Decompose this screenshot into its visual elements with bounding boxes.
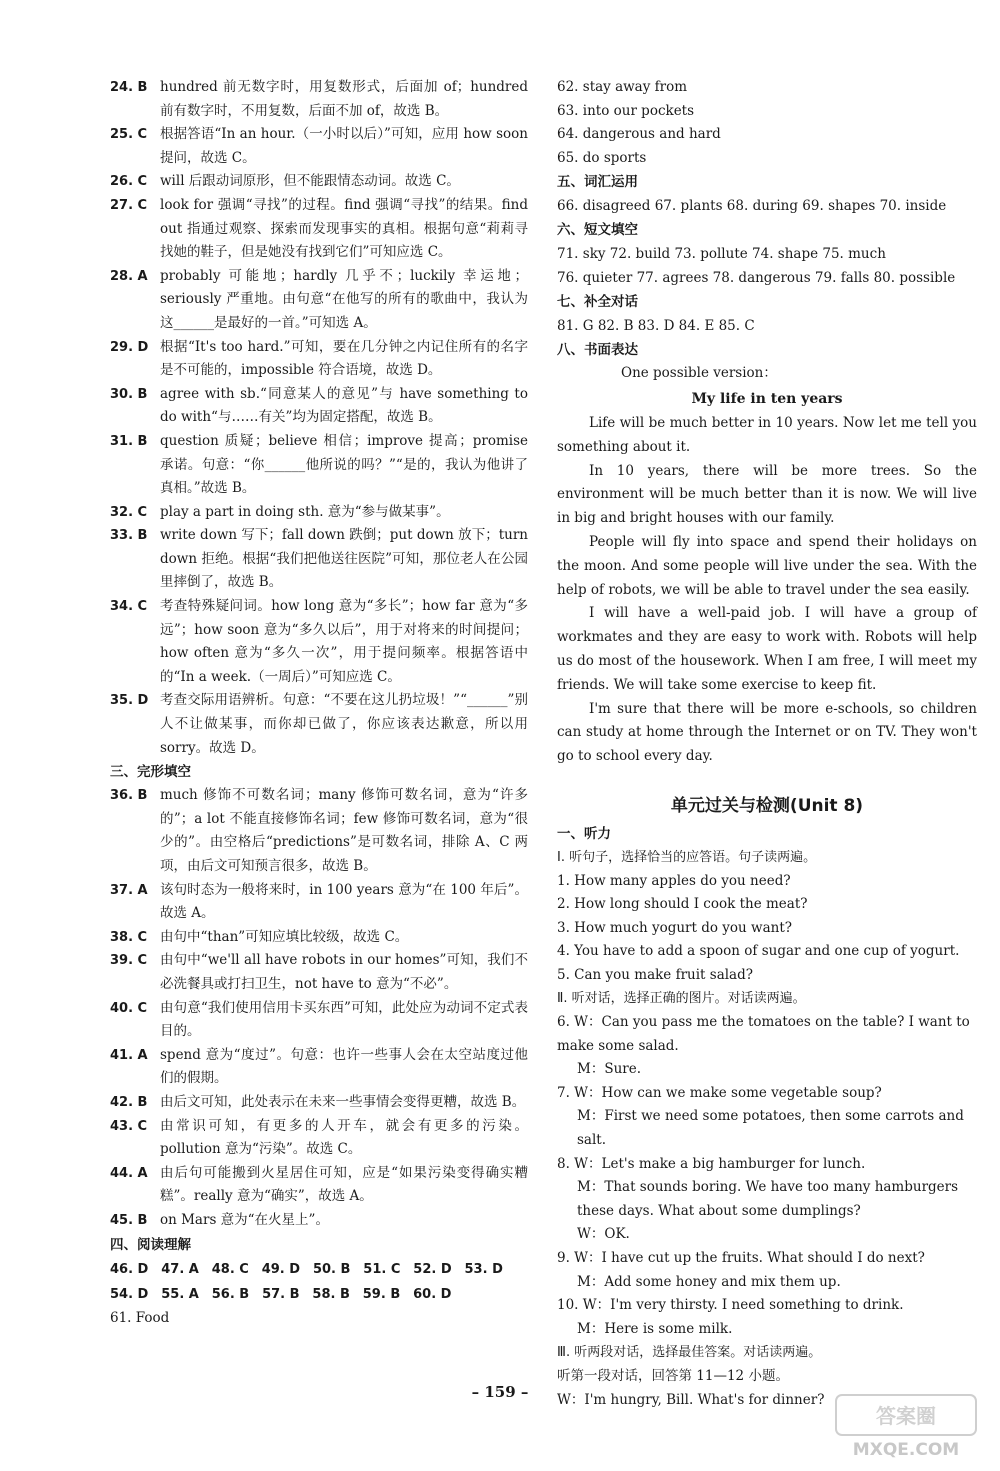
answer-line: 66. disagreed 67. plants 68. during 69. shapes 70. inside xyxy=(557,198,947,215)
section-title: 五、词汇运用 xyxy=(557,174,638,191)
answer-entry xyxy=(110,170,528,194)
dialogue-line: M：That sounds boring. We have too many hamburgers these days. What about some dumplings? xyxy=(577,1179,959,1219)
page-number: – 159 – xyxy=(471,1383,529,1401)
answer-explanation: spend 意为“度过”。句意：也许一些事人会在太空站度过他们的假期。 xyxy=(160,1046,528,1087)
answer-explanation: 考查交际用语辨析。句意：“不要在这儿扔垃圾！”“______”别人不让做某事，而你却已做了，你应该表达歉意，所以用 sorry。故选 D。 xyxy=(160,692,528,756)
answer-entry xyxy=(110,524,528,595)
answer-entry xyxy=(110,194,528,265)
listening-line: 3. How much yogurt do you want? xyxy=(557,919,792,936)
dialogue-line: M：Here is some milk. xyxy=(577,1320,733,1337)
answer-number: 34. C xyxy=(110,599,148,615)
dialogue-line: 7. W：How can we make some vegetable soup? xyxy=(557,1084,882,1101)
section-title: 一、听力 xyxy=(557,825,611,842)
answer-number: 44. A xyxy=(110,1165,148,1181)
answer-entry xyxy=(110,784,528,878)
answer-entry xyxy=(110,949,528,996)
answer-explanation: 由句中“than”可知应填比较级，故选 C。 xyxy=(160,928,409,945)
answer-number: 39. C xyxy=(110,953,148,969)
dialogue-line: 6. W：Can you pass me the tomatoes on the table? I want to make some salad. xyxy=(557,1014,970,1054)
answer-entry xyxy=(110,926,528,950)
answer-explanation: question 质疑；believe 相信；improve 提高；promise 承诺。句意：“你______他所说的吗？”“是的，我认为他讲了真相。”故选 B。 xyxy=(160,432,528,497)
dialogue-line: W：OK. xyxy=(577,1226,630,1243)
answer-explanation: 由句中“we'll all have robots in our homes”可知，我们不必洗餐具或打扫卫生，not have to 意为“不必”。 xyxy=(160,952,528,992)
answer-entry xyxy=(110,336,528,383)
answer-number: 25. C xyxy=(110,127,148,143)
answer-entry xyxy=(110,265,528,336)
section-title: 四、阅读理解 xyxy=(110,1236,191,1253)
answer-number: 40. C xyxy=(110,1000,148,1016)
answer-number: 36. B xyxy=(110,788,148,804)
section-title: 六、短文填空 xyxy=(557,222,638,239)
answer-number: 24. B xyxy=(110,80,148,95)
answer-entry xyxy=(110,1091,528,1115)
essay-paragraph: Life will be much better in 10 years. Now let me tell you something about it. xyxy=(557,414,977,455)
watermark-logo xyxy=(832,1391,982,1463)
answer-key: 51. C xyxy=(363,1261,401,1277)
part-title: Ⅱ. 听对话，选择正确的图片。对话读两遍。 xyxy=(557,991,806,1007)
answer-explanation: 由后句可能搬到火星居住可知，应是“如果污染变得确实糟糕”。really 意为“确实”，故选 A。 xyxy=(160,1164,528,1205)
dialogue-line: 10. W：I'm very thirsty. I need something to drink. xyxy=(557,1297,904,1314)
answer-number: 35. D xyxy=(110,693,149,709)
answer-key: 59. B xyxy=(362,1286,401,1302)
answer-key: 47. A xyxy=(161,1261,199,1277)
answer-explanation: agree with sb.“同意某人的意见”与 have something to do with“与……有关”均为固定搭配，故选 B。 xyxy=(160,385,528,426)
answer-entry xyxy=(110,595,528,689)
answer-key: 48. C xyxy=(211,1261,249,1277)
answer-entry xyxy=(110,1115,528,1162)
essay-title: My life in ten years xyxy=(691,390,843,407)
answer-line: 71. sky 72. build 73. pollute 74. shape 75. much xyxy=(557,246,886,263)
answer-row xyxy=(110,1282,528,1307)
answer-key: 46. D xyxy=(110,1261,149,1277)
answer-entry xyxy=(110,430,528,501)
answer-key: 52. D xyxy=(413,1261,452,1277)
answer-number: 27. C xyxy=(110,197,148,213)
answer-number: 37. A xyxy=(110,882,148,898)
watermark-brand: 答案圈 xyxy=(876,1404,936,1428)
answer-entry xyxy=(110,879,528,926)
answer-key: 53. D xyxy=(464,1261,503,1277)
part-title: Ⅰ. 听句子，选择恰当的应答语。句子读两遍。 xyxy=(557,849,817,865)
answer-explanation: write down 写下；fall down 跌倒；put down 放下；turn down 拒绝。根据“我们把他送往医院”可知，那位老人在公园里摔倒了，故选 B。 xyxy=(160,527,528,591)
answer-entry xyxy=(110,383,528,430)
answer-number: 41. A xyxy=(110,1047,148,1063)
section-title: 八、书面表达 xyxy=(557,342,638,359)
answer-explanation: will 后跟动词原形，但不能跟情态动词。故选 C。 xyxy=(160,173,460,190)
answer-line: 63. into our pockets xyxy=(557,102,695,119)
answer-entry xyxy=(110,123,528,170)
answer-explanation: 该句时态为一般将来时，in 100 years 意为“在 100 年后”。故选 A。 xyxy=(160,881,528,922)
answer-number: 33. B xyxy=(110,528,148,544)
answer-key: 54. D xyxy=(110,1286,149,1302)
answer-row xyxy=(110,1257,528,1282)
right-column xyxy=(557,76,977,1412)
answer-explanation: play a part in doing sth. 意为“参与做某事”。 xyxy=(160,503,450,520)
answer-entry xyxy=(110,1162,528,1209)
answer-number: 29. D xyxy=(110,339,149,355)
listening-line: 2. How long should I cook the meat? xyxy=(557,896,808,913)
answer-line: 64. dangerous and hard xyxy=(557,126,721,143)
answer-line: 76. quieter 77. agrees 78. dangerous 79. falls 80. possible xyxy=(557,270,956,287)
answer-number: 38. C xyxy=(110,929,148,945)
answer-number: 45. B xyxy=(110,1212,148,1228)
dialogue-line: M：Sure. xyxy=(577,1061,641,1078)
answer-entry xyxy=(110,501,528,525)
watermark-url: MXQE.COM xyxy=(852,1440,960,1460)
dialogue-line: 8. W：Let's make a big hamburger for lunch. xyxy=(557,1155,866,1172)
part-title: Ⅲ. 听两段对话，选择最佳答案。对话读两遍。 xyxy=(557,1345,822,1361)
answer-explanation: much 修饰不可数名词；many 修饰可数名词，意为“许多的”；a lot 不能直接修饰名词；few 修饰可数名词，意为“很少的”。由空格后“predictions”是可数名词，排除 A、C 两项，由后文可知预言很多，故选 B。 xyxy=(160,787,528,874)
answer-line: 81. G 82. B 83. D 84. E 85. C xyxy=(557,318,755,335)
answer-explanation: probably 可能地；hardly 几乎不；luckily 幸运地；seriously 严重地。由句意“在他写的所有的歌曲中，我认为这______是最好的一首。”可知选 A。 xyxy=(160,267,528,331)
dialogue-line: 9. W：I have cut up the fruits. What should I do next? xyxy=(557,1250,925,1267)
answer-number: 31. B xyxy=(110,433,148,449)
answer-explanation: 由句意“我们使用信用卡买东西”可知，此处应为动词不定式表目的。 xyxy=(160,999,528,1040)
left-column xyxy=(110,76,528,1330)
answer-key: 50. B xyxy=(312,1261,351,1277)
answer-key: 56. B xyxy=(211,1286,250,1302)
watermark-icon xyxy=(832,1391,982,1463)
answer-explanation: look for 强调“寻找”的过程。find 强调“寻找”的结果。find out 指通过观察、探索而发现事实的真相。根据句意“莉莉寻找她的鞋子，但是她没有找到它们”可知应选 C。 xyxy=(160,196,528,261)
answer-entry xyxy=(110,76,528,123)
listening-line: 5. Can you make fruit salad? xyxy=(557,966,753,983)
answer-entry xyxy=(110,1209,528,1233)
answer-explanation: 根据“It's too hard.”可知，要在几分钟之内记住所有的名字是不可能的，impossible 符合语境，故选 D。 xyxy=(160,338,528,379)
essay-paragraph: I'm sure that there will be more e-schools, so children can study at home through the Internet or on TV. They won't go to school every day. xyxy=(557,700,977,765)
answer-entry xyxy=(110,689,528,760)
version-label: One possible version： xyxy=(621,365,777,382)
answer-line: 62. stay away from xyxy=(557,79,688,95)
answer-key: 58. B xyxy=(312,1286,350,1302)
answer-explanation: on Mars 意为“在火星上”。 xyxy=(160,1211,329,1228)
answer-entry xyxy=(110,997,528,1044)
answer-entry xyxy=(110,1044,528,1091)
answer-key: 60. D xyxy=(413,1286,452,1302)
listening-line: 1. How many apples do you need? xyxy=(557,872,791,889)
answer-number: 26. C xyxy=(110,174,148,190)
answer-number: 43. C xyxy=(110,1118,148,1134)
dialogue-line: M：First we need some potatoes, then some carrots and salt. xyxy=(577,1108,964,1149)
dialogue-line: W：I'm hungry, Bill. What's for dinner? xyxy=(557,1391,825,1408)
listening-line: 4. You have to add a spoon of sugar and one cup of yogurt. xyxy=(557,943,960,960)
answer-number: 30. B xyxy=(110,386,148,402)
section-title: 三、完形填空 xyxy=(110,764,191,781)
answer-line: 61. Food xyxy=(110,1309,170,1326)
dialogue-line: M：Add some honey and mix them up. xyxy=(577,1273,841,1290)
answer-number: 32. C xyxy=(110,504,148,520)
answer-explanation: 由后文可知，此处表示在未来一些事情会变得更糟，故选 B。 xyxy=(160,1093,526,1110)
answer-explanation: 由常识可知，有更多的人开车，就会有更多的污染。pollution 意为“污染”。故选 C。 xyxy=(160,1117,528,1158)
essay-paragraph: I will have a well-paid job. I will have a group of workmates and they are easy to work with. Robots will help us do most of the housework. When I am free, I will meet my friends. We will take some exercise to keep fit. xyxy=(557,605,977,693)
answer-key: 55. A xyxy=(161,1286,199,1302)
unit-title: 单元过关与检测(Unit 8) xyxy=(670,795,864,816)
answer-number: 42. B xyxy=(110,1094,148,1110)
answer-line: 65. do sports xyxy=(557,149,647,166)
essay-paragraph: In 10 years, there will be more trees. So the environment will be much better than it is now. We will live in big and bright houses with our family. xyxy=(557,462,977,527)
part-intro: 听第一段对话，回答第 11—12 小题。 xyxy=(557,1367,789,1384)
answer-number: 28. A xyxy=(110,268,148,284)
answer-key: 57. B xyxy=(262,1286,300,1302)
answer-explanation: 考查特殊疑问词。how long 意为“多长”；how far 意为“多远”；how soon 意为“多久以后”，用于对将来的时间提问；how often 意为“多久一次”，用于提问频率。根据答语中的“In a week.（一周后）”可知应选 C。 xyxy=(160,598,528,685)
answer-explanation: 根据答语“In an hour.（一小时以后）”可知，应用 how soon 提问，故选 C。 xyxy=(160,126,528,166)
answer-explanation: hundred 前无数字时，用复数形式，后面加 of；hundred 前有数字时，不用复数，后面不加 of，故选 B。 xyxy=(160,79,528,119)
essay-paragraph: People will fly into space and spend their holidays on the moon. And some people will live under the sea. With the help of robots, we will be able to travel under the sea easily. xyxy=(557,533,977,598)
answer-key: 49. D xyxy=(261,1261,301,1277)
section-title: 七、补全对话 xyxy=(557,294,638,311)
